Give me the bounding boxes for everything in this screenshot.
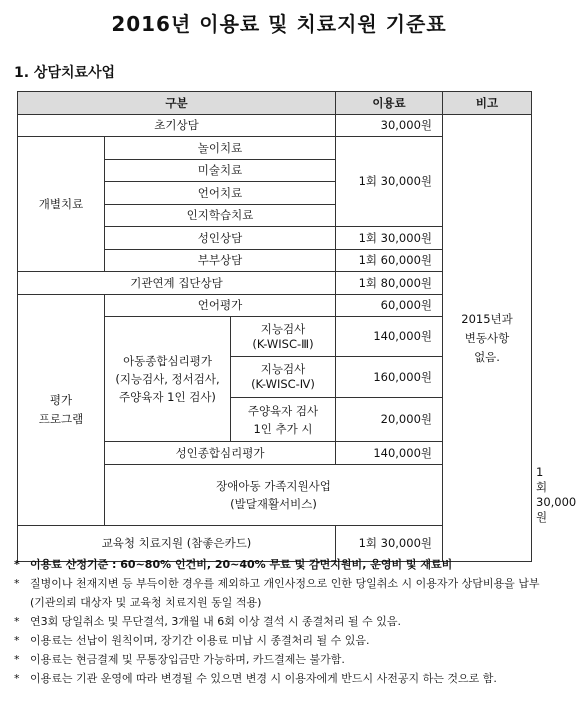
page-title: 2016년 이용료 및 치료지원 기준표 <box>111 12 447 36</box>
caregiver-fee: 20,000원 <box>336 398 443 442</box>
note-item: * 이용료는 선납이 원칙이며, 장기간 이용료 미납 시 종결처리 될 수 있음. <box>14 631 544 650</box>
note-item: * 이용료는 기관 운영에 따라 변경될 수 있으면 변경 시 이용자에게 반드시 사전공지 하는 것으로 함. <box>14 669 544 688</box>
individual-group-label: 개별치료 <box>18 137 105 272</box>
note-marker: * <box>14 653 20 666</box>
art-therapy-label: 미술치료 <box>105 160 336 182</box>
note-marker: * <box>14 672 20 685</box>
therapy-fee: 1회 30,000원 <box>336 137 443 227</box>
cognitive-therapy-label: 인지학습치료 <box>105 205 336 227</box>
remark-cell: 2015년과 변동사항 없음. <box>443 115 532 562</box>
note-item: * 질병이나 천재지변 등 부득이한 경우를 제외하고 개인사정으로 인한 당일취소 시 이용자가 상담비용을 납부(기관의뢰 대상자 및 교육청 치료지원 동일 적용) <box>14 574 544 612</box>
adult-psych-label: 성인종합심리평가 <box>105 442 336 465</box>
note-marker: * <box>14 615 20 628</box>
header-remark: 비고 <box>443 92 532 115</box>
couple-counsel-fee: 1회 60,000원 <box>336 250 443 272</box>
header-fee: 이용료 <box>336 92 443 115</box>
play-therapy-label: 놀이치료 <box>105 137 336 160</box>
header-category: 구분 <box>18 92 336 115</box>
institution-group-fee: 1회 80,000원 <box>336 272 443 295</box>
adult-psych-fee: 140,000원 <box>336 442 443 465</box>
disabled-family-label: 장애아동 가족지원사업 (발달재활서비스) <box>105 465 443 526</box>
iq4-fee: 160,000원 <box>336 357 443 398</box>
language-eval-label: 언어평가 <box>105 295 336 317</box>
education-support-label: 교육청 치료지원 (참좋은카드) <box>18 526 336 562</box>
speech-therapy-label: 언어치료 <box>105 182 336 205</box>
row-initial-label: 초기상담 <box>18 115 336 137</box>
section-heading: 1. 상담치료사업 <box>14 65 116 81</box>
notes <box>14 555 544 688</box>
note-item: * 이용료는 현금결제 및 무통장입금만 가능하며, 카드결제는 불가함. <box>14 650 544 669</box>
caregiver-label: 주양육자 검사 1인 추가 시 <box>231 398 336 442</box>
adult-counsel-fee: 1회 30,000원 <box>336 227 443 250</box>
row-initial-fee: 30,000원 <box>336 115 443 137</box>
evaluation-group-label: 평가 프로그램 <box>18 295 105 526</box>
institution-group-label: 기관연계 집단상담 <box>18 272 336 295</box>
note-item: * 연3회 당일취소 및 무단결석, 3개월 내 6회 이상 결석 시 종결처리 될 수 있음. <box>14 612 544 631</box>
child-psych-label: 아동종합심리평가 (지능검사, 정서검사, 주양육자 1인 검사) <box>105 317 231 442</box>
note-marker: * <box>14 634 20 647</box>
education-support-fee: 1회 30,000원 <box>336 526 443 562</box>
fee-table: 구분 이용료 비고 초기상담 30,000원 2015년과 변동사항 없음. 개별치료 놀이치료 1회 30,000원 미술치료 언어치료 인지학습치료 성인상담 1회 30,000원 부부상담 1회 60,000원 기관연계 집단상담 1회 80,000원 평가 프로그램 언어평가 60,000원 아동종합심리평가 (지능검사, 정서검사, 주양육자 1인 검사) 지능검사 (K-WISC-Ⅲ) 140,000원 지능검사 (K-WISC-Ⅳ) 160,000원 주양육자 검사 1인 추가 시 20,000원 성인종합심리평가 140,000원 장애아동 가족지원사업 (발달재활서비스) 1회 30,000원 교육청 치료지원 (참좋은카드) 1회 30,000원 <box>17 91 532 562</box>
note-item: * 이용료 산정기준 : 60~80% 인건비, 20~40% 무료 및 감면지원비, 운영비 및 재료비 <box>14 555 544 574</box>
adult-counsel-label: 성인상담 <box>105 227 336 250</box>
iq3-fee: 140,000원 <box>336 317 443 357</box>
iq4-label: 지능검사 (K-WISC-Ⅳ) <box>231 357 336 398</box>
couple-counsel-label: 부부상담 <box>105 250 336 272</box>
iq3-label: 지능검사 (K-WISC-Ⅲ) <box>231 317 336 357</box>
language-eval-fee: 60,000원 <box>336 295 443 317</box>
note-marker: * <box>14 577 20 590</box>
note-marker: * <box>14 558 20 571</box>
